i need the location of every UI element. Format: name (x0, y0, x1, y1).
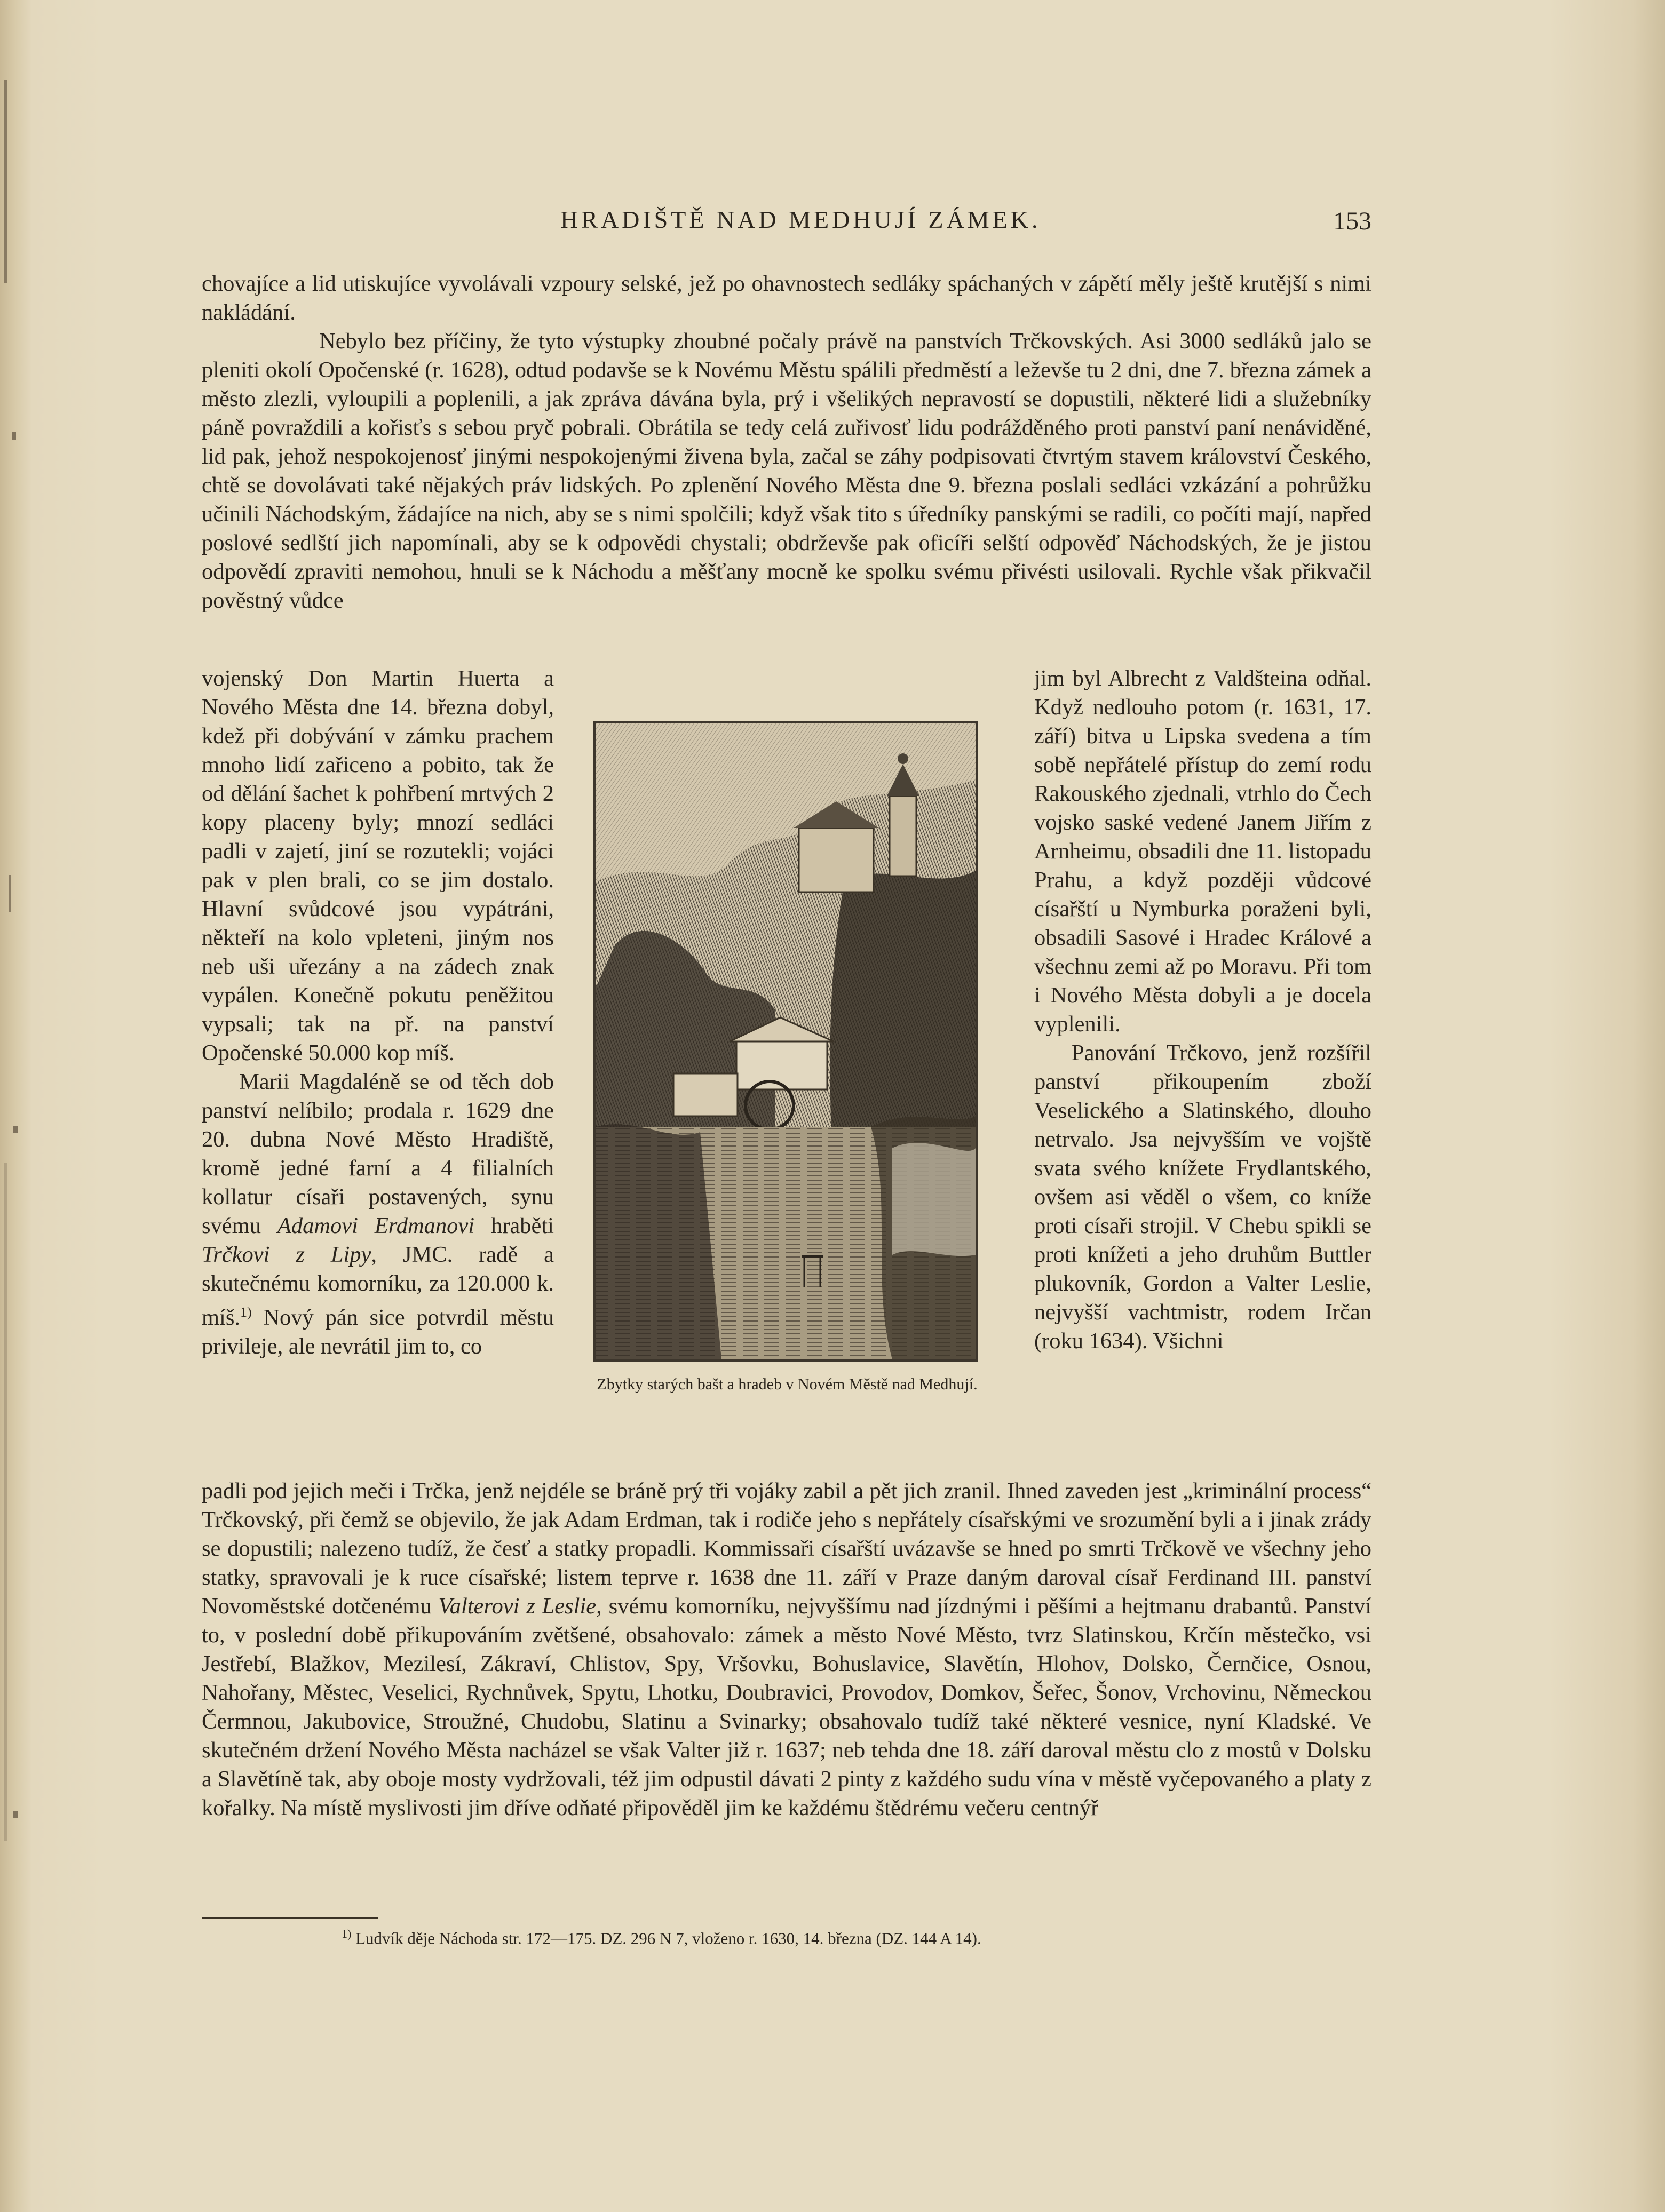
text-run: Nový pán sice potvrdil městu privileje, ale nevrátil jim to, co (202, 1305, 554, 1359)
paragraph (202, 1068, 554, 1361)
running-title: HRADIŠTĚ NAD MEDHUJÍ ZÁMEK. (560, 206, 1041, 233)
page-number: 153 (1333, 207, 1371, 235)
binding-mark (13, 1811, 18, 1818)
binding-mark (9, 875, 11, 912)
person-name: Adamovi Erdmanovi (277, 1213, 475, 1238)
footnote-reference: 1) (240, 1304, 252, 1320)
paragraph: vojenský Don Martin Huerta a Nového Města dne 14. března dobyl, kdež při dobývání v zámku prachem mnoho lidí zařiceno a pobito, tak že od dělání šachet k pohřbení mrtvých 2 kopy placeny byly; mnozí sedláci padli v zajetí, jiní se rozutekli; vojáci pak v plen brali, co se jim dostalo. Hlavní svůdcové jsou vypátráni, někteří na kolo vpleteni, jiným nos neb uši uřezány a na zádech znak vypálen. Konečně pokutu peněžitou vypsali; tak na př. na panství Opočenské 50.000 kop míš. (202, 666, 554, 1065)
text-run: , svému komorníku, nejvyššímu nad jízdnými i pěšími a hejtmanu drabantů. Panství to, v poslední době přikupováním zvětšené, obsahovalo: zámek a město Nové Město, tvrz Slatinskou, Krčín městečko, vsi Jestřebí, Blažkov, Mezilesí, Zákraví, Chlistov, Spy, Vršovku, Bohuslavice, Slavětín, Hlohov, Dolsko, Černčice, Osnou, Nahořany, Městec, Veselici, Rychnůvek, Spytu, Lhotku, Doubravici, Provodov, Domkov, Šeřec, Šonov, Vrchovinu, Německou Čermnou, Jakubovice, Stroužné, Chudobu, Slatinu a Svinarky; obsahovalo tudíž také některé vesnice, nyní Kladské. Ve skutečném držení Nového Města nacházel se však Valter již r. 1637; neb tehda dne 18. září daroval městu clo z mostů v Dolsku a Slavětíně tak, aby oboje mosty vydržovali, též jim odpustil dávati 2 pinty z každého sudu vína v městě vyčepovaného a platy z kořalky. Na místě myslivosti jim dříve odňaté připověděl jim ke každému štědrému večeru centnýř (202, 1594, 1371, 1820)
text-run: padli pod jejich meči i Trčka, jenž nejdéle se bráně prý tři vojáky zabil a pět jich zranil. Ihned zaveden jest „kriminální process“ Trčkovský, při čemž se objevilo, že jak Adam Erdman, tak i rodiče jeho s nepřátely císařskými ve srozumění byli a i jinak zrády se dopustili; nalezeno tudíž, že česť a statky propadli. Kommissaři císařští uvázavše se hned po smrti Trčkově ve všechny jeho statky, spravovali je k ruce císařské; listem teprve r. 1638 dne 11. září v Praze daným daroval císař Ferdinand III. panství Novoměstské dotčenému (202, 1478, 1371, 1619)
paragraph: chovajíce a lid utiskujíce vyvolávali vzpoury selské, jež po ohavnostech sedláky spáchaných v zápětí měly ještě krutější s nimi nakládání. (202, 271, 1371, 325)
right-column (1034, 664, 1371, 1356)
binding-mark (12, 432, 16, 440)
running-header (197, 205, 1371, 248)
text-run: Marii Magdaléně se od těch dob panství nelíbilo; prodala r. 1629 dne 20. dubna Nové Město Hradiště, kromě jedné farní a 4 filialních kollatur císaři postavených, synu svému (202, 1069, 554, 1238)
footnote-text: Ludvík děje Náchoda str. 172—175. DZ. 296 N 7, vloženo r. 1630, 14. března (DZ. 144 A 14). (351, 1929, 981, 1948)
binding-mark (4, 80, 7, 283)
paragraph (202, 1477, 1371, 1823)
left-column (202, 664, 554, 1361)
paragraph: Panování Trčkovo, jenž rozšířil panství přikoupením zboží Veselického a Slatinského, dlouho netrvalo. Jsa nejvyšším ve vojště svata svého knížete Frydlantského, ovšem asi věděl o všem, co kníže proti císaři strojil. V Chebu spikli se proti knížeti a jeho druhům Buttler plukovník, Gordon a Valter Leslie, nejvyšší vachtmistr, rodem Irčan (roku 1634). Všichni (1034, 1040, 1371, 1354)
footnote (342, 1923, 1355, 1949)
paragraph: Nebylo bez příčiny, že tyto výstupky zhoubné počaly právě na panstvích Trčkovských. Asi 3000 sedláků jalo se pleniti okolí Opočenské (r. 1628), odtud podavše se k Novému Městu spálili předměstí a leževše tu 2 dni, dne 7. března zámek a město zlezli, vyloupili a poplenili, a jak zpráva dávána byla, prý i všelikých nepravostí se dopustili, některé lidi a služebníky páně povraždili a kořisťs s sebou pryč pobrali. Obrátila se tedy celá zuřivosť lidu podrážděného proti panství paní nenáviděné, lid pak, jehož nespokojenosť jinými nespokojenými živena byla, začal se záhy podpisovati čtvrtým stavem království Českého, chtě se dovolávati také nějakých práv lidských. Po zplenění Nového Města dne 9. března poslali sedláci vzkázání a pohrůžku učinili Náchodským, žádajíce na nich, aby se s nimi spolčili; když však tito s úředníky panskými se radili, co počíti mají, napřed poslové sedlští jich napomínali, aby se k odpovědi chystali; obdrževše pak oficíři selští odpověď Náchodských, že je jistou odpovědí zpraviti nemohou, hnuli se k Náchodu a měšťany mocně ke spolku svému přivésti usilovali. Rychle však přikvačil pověstný vůdce (202, 329, 1371, 613)
person-name: Valterovi z Leslie (438, 1594, 597, 1619)
figure-caption: Zbytky starých bašt a hradeb v Novém Městě nad Medhují. (597, 1375, 978, 1393)
binding-mark (4, 1163, 7, 1841)
text-run: , JMC. radě a skutečnému komorníku, za 120.000 k. míš. (202, 1242, 554, 1331)
footnote-marker: 1) (342, 1927, 352, 1940)
paragraph: jim byl Albrecht z Valdšteina odňal. Když nedlouho potom (r. 1631, 17. září) bitva u Lipska svedena a tím sobě nepřátelé přístup do zemí rodu Rakouského zjednali, vtrhlo do Čech vojsko saské vedené Janem Jiřím z Arnheimu, obsadili dne 11. listopadu Prahu, a když později vůdcové císařští u Nymburka poraženi byli, obsadili Sasové i Hradec Králové a všechnu zemi až po Moravu. Při tom i Nového Města dobyli a je docela vyplenili. (1034, 666, 1371, 1037)
person-name: Trčkovi z Lipy (202, 1242, 371, 1267)
engraving-illustration (593, 721, 978, 1362)
body-text-bottom (202, 1477, 1371, 1823)
text-run: hraběti (474, 1213, 554, 1238)
body-text-top (202, 269, 1371, 615)
binding-mark (13, 1126, 18, 1133)
footnote-rule (202, 1917, 378, 1919)
